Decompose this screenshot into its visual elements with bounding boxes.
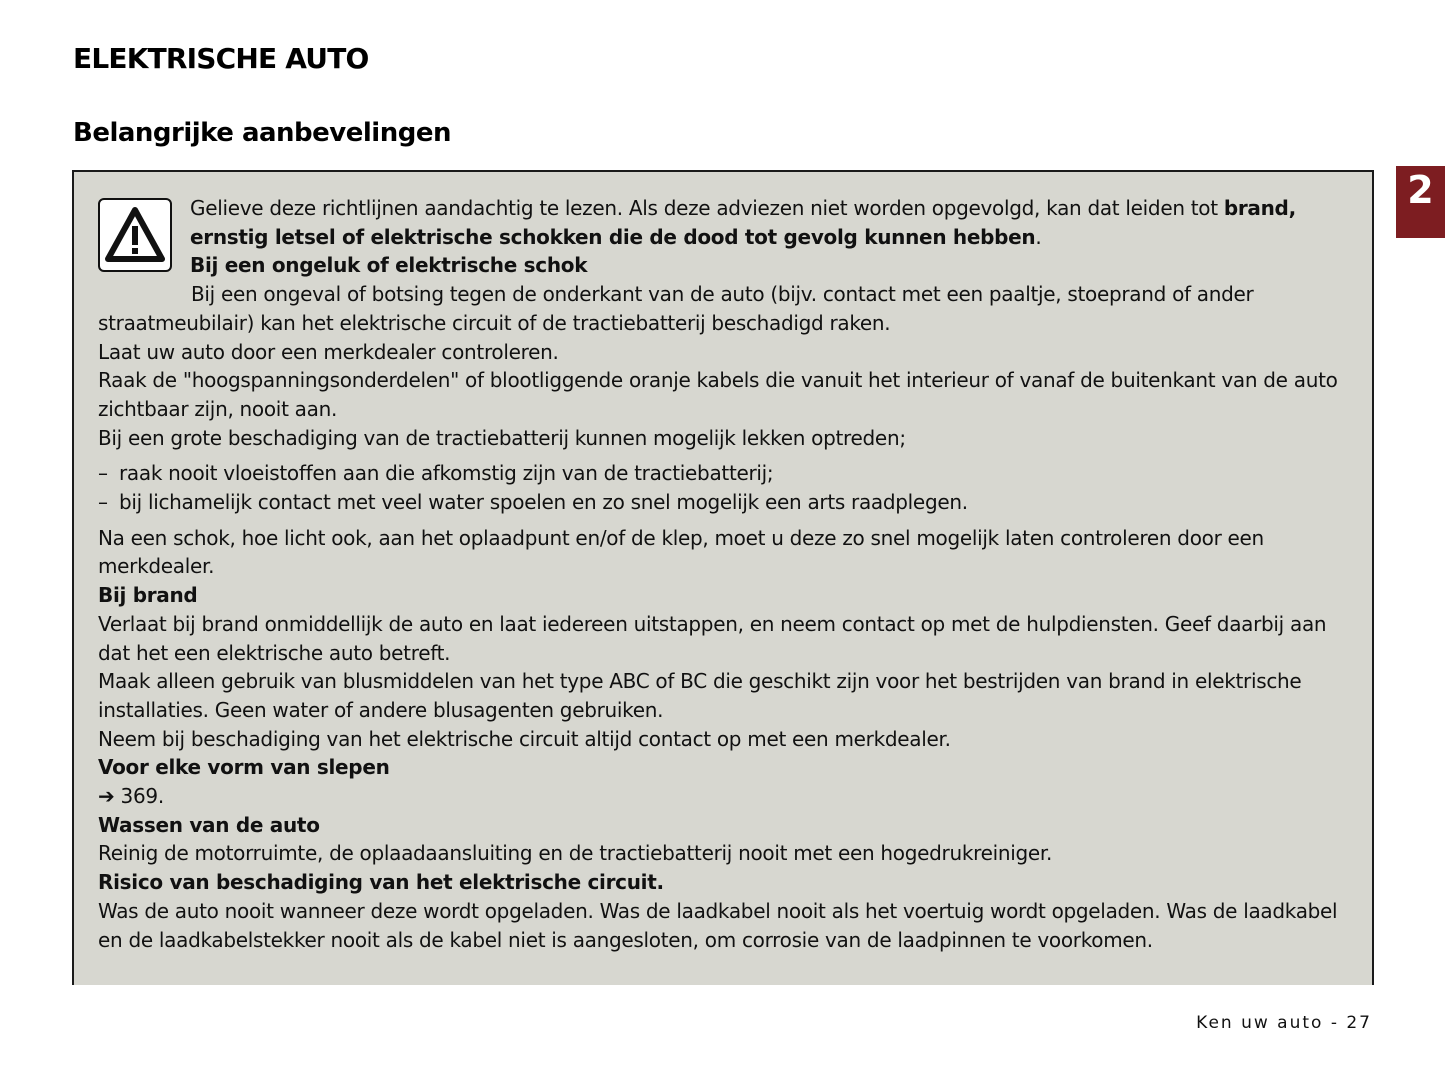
paragraph-accident-2: Laat uw auto door een merkdealer controleren.	[98, 339, 559, 364]
page-footer: Ken uw auto - 27	[1196, 1013, 1372, 1033]
list-item	[98, 488, 1348, 517]
list-dash: –	[98, 490, 108, 515]
heading-risk: Risico van beschadiging van het elektrische circuit.	[98, 870, 664, 895]
page-reference-link[interactable]: 369	[120, 784, 158, 809]
leak-advice-list	[98, 459, 1348, 516]
paragraph-fire-2: Maak alleen gebruik van blusmiddelen van het type ABC of BC die geschikt zijn voor het bestrijden van brand in elektrische installaties. Geen water of andere blusagenten gebruiken.	[98, 669, 1302, 722]
warning-intro	[98, 194, 1348, 251]
paragraph-accident-3: Raak de "hoogspanningsonderdelen" of blootliggende oranje kabels die vanuit het interieur of vanaf de buitenkant van de auto zichtbaar zijn, nooit aan.	[98, 368, 1338, 421]
chapter-tab: 2	[1396, 166, 1445, 238]
paragraph-accident-1: Bij een ongeval of botsing tegen de onderkant van de auto (bijv. contact met een paaltje, stoeprand of ander straatmeubilair) kan het elektrische circuit of de tractiebatterij beschadigd raken.	[98, 282, 1254, 335]
intro-bold-text: brand, ernstig letsel of elektrische schokken die de dood tot gevolg kunnen hebben	[190, 196, 1296, 249]
intro-text: Gelieve deze richtlijnen aandachtig te lezen. Als deze adviezen niet worden opgevolgd, kan dat leiden tot	[190, 196, 1218, 220]
heading-towing: Voor elke vorm van slepen	[98, 755, 390, 780]
towing-end: .	[157, 784, 164, 809]
list-item	[98, 459, 1348, 488]
list-dash: –	[98, 461, 108, 486]
paragraph-shock: Na een schok, hoe licht ook, aan het oplaadpunt en/of de klep, moet u deze zo snel mogelijk laten controleren door een merkdealer.	[98, 525, 1264, 579]
list-item-text: bij lichamelijk contact met veel water spoelen en zo snel mogelijk een arts raadplegen.	[119, 490, 968, 515]
heading-fire: Bij brand	[98, 583, 198, 608]
intro-end: .	[1035, 224, 1042, 249]
heading-washing: Wassen van de auto	[98, 812, 320, 837]
list-item-text: raak nooit vloeistoffen aan die afkomstig zijn van de tractiebatterij;	[119, 461, 774, 486]
towing-reference	[98, 782, 1348, 811]
warning-triangle-icon	[98, 198, 172, 272]
paragraph-risk: Was de auto nooit wanneer deze wordt opgeladen. Was de laadkabel nooit als het voertuig wordt opgeladen. Was de laadkabel en de laadkabelstekker nooit als de kabel niet is aangesloten, om corrosie van de laadpinnen te voorkomen.	[98, 898, 1338, 952]
paragraph-washing: Reinig de motorruimte, de oplaadaansluiting en de tractiebatterij nooit met een hogedrukreiniger.	[98, 841, 1053, 866]
paragraph-fire-1: Verlaat bij brand onmiddellijk de auto en laat iedereen uitstappen, en neem contact op met de hulpdiensten. Geef daarbij aan dat het een elektrische auto betreft.	[98, 611, 1327, 665]
paragraph-accident-4: Bij een grote beschadiging van de tractiebatterij kunnen mogelijk lekken optreden;	[98, 425, 906, 450]
paragraph-fire-3: Neem bij beschadiging van het elektrische circuit altijd contact op met een merkdealer.	[98, 726, 951, 751]
warning-box	[72, 170, 1374, 985]
section-title: Belangrijke aanbevelingen	[73, 118, 451, 148]
heading-accident: Bij een ongeluk of elektrische schok	[190, 253, 588, 278]
page-title: ELEKTRISCHE AUTO	[73, 42, 369, 75]
arrow-right-icon: ➔	[98, 784, 115, 809]
